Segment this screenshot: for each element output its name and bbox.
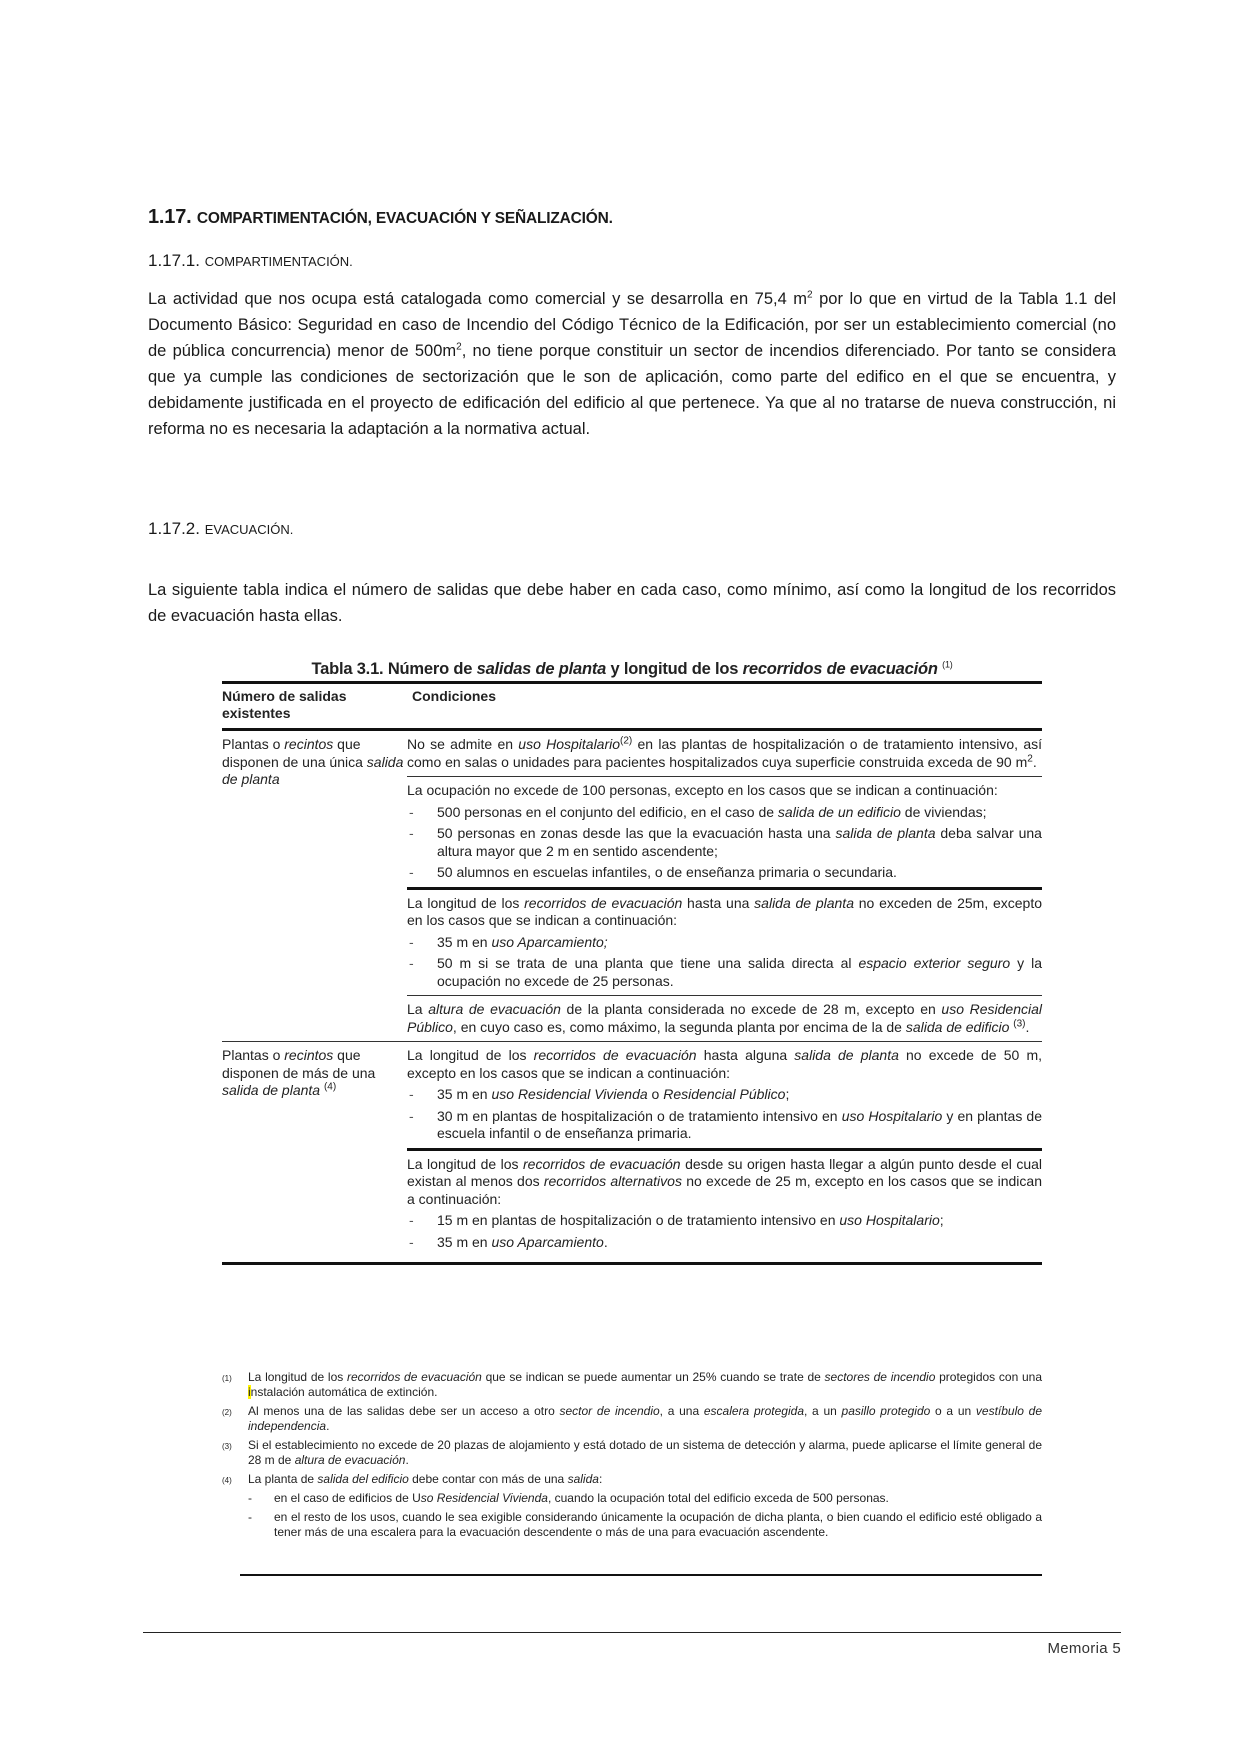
label-text: que disponen de más de una xyxy=(222,1047,376,1081)
section-heading xyxy=(148,206,613,229)
cond-text: recorridos de evacuación xyxy=(523,1155,681,1172)
label-text: Plantas o xyxy=(222,736,285,752)
bullet-text: uso Aparcamiento; xyxy=(491,933,608,950)
footnote-mark: (3) xyxy=(222,1442,232,1451)
subsection-number: 1.17.1. xyxy=(148,251,200,270)
cond-text: de la planta considerada no excede de 28 m, excepto en xyxy=(560,1001,942,1017)
note-text: : xyxy=(598,1472,603,1486)
table-row xyxy=(222,731,1042,1041)
note-text: sectores de incendio xyxy=(824,1370,936,1384)
note-text: pasillo protegido xyxy=(841,1404,931,1418)
note-text: . xyxy=(326,1419,330,1433)
cond-text: altura de evacuación xyxy=(428,1001,561,1017)
note-text: debe contar con más de una xyxy=(408,1472,568,1486)
cond-bullet: - 50 m si se trata de una planta que tiene una salida directa al espacio exterior seguro y la ocupación no excede de 25 personas. xyxy=(409,955,1042,989)
cond-bullet: - 50 personas en zonas desde las que la evacuación hasta una salida de planta deba salvar una altura mayor que 2 m en sentido ascendente; xyxy=(409,825,1042,859)
table-row xyxy=(222,1042,1042,1256)
note-text: , a un xyxy=(804,1404,842,1418)
note-text: , a una xyxy=(659,1404,704,1418)
cond-text: no exceden de 25m, excepto en los casos que se indican a continuación: xyxy=(407,894,1043,928)
note-text: , cuando la ocupación total del edificio exceda de 500 personas. xyxy=(547,1491,889,1505)
cond-text: . xyxy=(1025,1018,1030,1035)
highlighted-text: i xyxy=(248,1385,251,1399)
label-text: recintos xyxy=(284,736,334,752)
cond-text: uso Residencial Público xyxy=(407,1001,1042,1035)
cond-text: desde su origen hasta llegar a algún punto desde el cual existan al menos dos xyxy=(407,1155,1043,1189)
bullet-text: ; xyxy=(785,1086,790,1102)
cond-text: . xyxy=(1032,753,1037,770)
compartimentacion-paragraph xyxy=(148,286,1116,442)
condition xyxy=(407,995,1042,1041)
subsection-heading-compartimentacion xyxy=(148,251,353,271)
condition xyxy=(407,1148,1042,1257)
note-text: so Residencial Vivienda xyxy=(420,1491,548,1505)
paragraph-text: , no tiene porque constituir un sector de incendios diferenciado. Por tanto se considera que ya cumple las condiciones de sectorización que le son de aplicación, como parte del edifico en el que se encuentra, y debidamente justificada en el proyecto de edificación del edificio al que pertenece. Ya que al no tratarse de nueva construcción, ni reforma no es necesaria la adaptación a la normativa actual. xyxy=(148,342,1117,438)
superscript: 2 xyxy=(1027,752,1033,764)
label-text: Plantas o xyxy=(222,1047,285,1063)
bullet-text: 500 personas en el conjunto del edificio, en el caso de xyxy=(437,803,778,820)
note-text: salida del edificio xyxy=(317,1472,409,1486)
cond-text: La longitud de los xyxy=(407,894,525,911)
row-label xyxy=(222,1042,407,1256)
condition xyxy=(407,731,1042,776)
cond-text: La xyxy=(407,1001,429,1017)
title-text: recorridos de evacuación xyxy=(742,660,938,678)
header-col1: Número de salidas existentes xyxy=(222,688,347,721)
cond-intro xyxy=(407,1156,1042,1209)
footnote xyxy=(222,1370,1042,1400)
condition xyxy=(407,887,1042,996)
footnote xyxy=(222,1404,1042,1434)
title-text: y longitud de los xyxy=(606,660,743,678)
bullet-text: . xyxy=(603,1233,608,1250)
evacuacion-paragraph: La siguiente tabla indica el número de salidas que debe haber en cada caso, como mínimo, así como la longitud de los recorridos de evacuación hasta ellas. xyxy=(148,581,1116,625)
bullet-text: 35 m en xyxy=(437,1233,492,1250)
cond-bullet: - 30 m en plantas de hospitalización o de tratamiento intensivo en uso Hospitalario y en plantas de escuela infantil o de enseñanza primaria. xyxy=(409,1107,1042,1141)
bullet-text: uso Hospitalario xyxy=(841,1107,943,1124)
condition xyxy=(407,1042,1042,1148)
title-text: salidas de planta xyxy=(476,660,607,678)
footnote-ref: (4) xyxy=(323,1081,337,1093)
footnote-mark: (1) xyxy=(222,1374,232,1383)
footnote-mark: (2) xyxy=(222,1408,232,1417)
cond-text: no excede de 50 m, excepto en los casos que se indican a continuación: xyxy=(407,1047,1042,1081)
subsection-heading-evacuacion xyxy=(148,519,293,539)
note-text: salida xyxy=(567,1472,599,1486)
table-header-row xyxy=(222,684,1042,728)
cond-bullet: - 35 m en uso Residencial Vivienda o Residencial Público; xyxy=(409,1086,790,1102)
label-text: que disponen de una única xyxy=(222,736,367,770)
cond-text: recorridos alternativos xyxy=(543,1173,682,1189)
bullet-text: de viviendas; xyxy=(900,803,987,820)
note-text: sector de incendio xyxy=(559,1404,660,1418)
bullet-text: 50 personas en zonas desde las que la evacuación hasta una xyxy=(437,825,836,841)
bullet-text: 35 m en xyxy=(437,1086,492,1102)
table-title xyxy=(222,660,1042,681)
note-text: altura de evacuación xyxy=(294,1453,406,1467)
note-text: que se indican se puede aumentar un 25% cuando se trate de xyxy=(481,1370,825,1384)
superscript: 2 xyxy=(456,341,462,353)
cond-text: No se admite en xyxy=(407,736,519,752)
note-text: o a un xyxy=(930,1404,976,1418)
bullet-text: 50 m si se trata de una planta que tiene una salida directa al xyxy=(437,955,859,971)
table-bottom-rule xyxy=(222,1262,1042,1265)
cond-text: salida de edificio xyxy=(905,1018,1010,1035)
cond-text: La longitud de los xyxy=(407,1155,523,1172)
note-text: La longitud de los xyxy=(248,1370,347,1384)
cond-bullet: - 15 m en plantas de hospitalización o de tratamiento intensivo en uso Hospitalario; xyxy=(409,1212,944,1228)
evacuation-table xyxy=(222,660,1042,1265)
cond-text: en las plantas de hospitalización o de tratamiento intensivo, así como en salas o unidades para pacientes hospitalizados cuya superficie construida exceda de 90 m xyxy=(407,736,1042,770)
bullet-text: salida de un edificio xyxy=(777,803,901,820)
footnote-ref: (2) xyxy=(620,735,633,747)
bullet-text: uso Hospitalario xyxy=(839,1212,940,1228)
bullet-text: deba salvar una altura mayor que 2 m en sentido ascendente; xyxy=(437,825,1042,859)
note-text: en el caso de edificios de U xyxy=(274,1491,421,1505)
note-bullet: - en el caso de edificios de Uso Residencial Vivienda, cuando la ocupación total del edificio exceda de 500 personas. xyxy=(248,1491,889,1505)
note-text: recorridos de evacuación xyxy=(346,1370,482,1384)
bullet-text: o xyxy=(647,1086,664,1102)
cond-bullet: - 35 m en uso Aparcamiento. xyxy=(409,1233,608,1250)
note-text: protegidos con una xyxy=(935,1370,1042,1384)
cond-text: hasta alguna xyxy=(696,1047,795,1063)
section-number: 1.17. xyxy=(148,206,192,228)
bullet-text: y la ocupación no excede de 25 personas. xyxy=(437,955,1042,989)
condition xyxy=(407,776,1042,887)
page-footer: Memoria 5 xyxy=(1047,1640,1121,1657)
section-title: COMPARTIMENTACIÓN, EVACUACIÓN Y SEÑALIZACIÓN. xyxy=(196,210,613,227)
cond-intro xyxy=(407,1047,1042,1082)
bullet-text: y en plantas de escuela infantil o de enseñanza primaria. xyxy=(437,1107,1042,1141)
cond-text: recorridos de evacuación xyxy=(524,894,683,911)
superscript: 2 xyxy=(807,289,813,301)
bullet-text: uso Residencial Vivienda xyxy=(491,1086,648,1102)
label-text: recintos xyxy=(284,1047,334,1063)
bullet-text: 30 m en plantas de hospitalización o de tratamiento intensivo en xyxy=(437,1107,842,1124)
footer-rule xyxy=(143,1632,1121,1633)
note-text: Al menos una de las salidas debe ser un acceso a otro xyxy=(248,1404,560,1418)
subsection-number: 1.17.2. xyxy=(148,519,200,538)
footnotes-bottom-rule xyxy=(240,1574,1042,1576)
label-text: salida de planta xyxy=(222,1082,321,1098)
bullet-text: uso Aparcamiento xyxy=(491,1233,604,1250)
footnote-mark: (4) xyxy=(222,1476,232,1485)
paragraph-text: La actividad que nos ocupa está catalogada como comercial y se desarrolla en 75,4 m xyxy=(148,290,808,308)
cond-bullet: - 500 personas en el conjunto del edificio, en el caso de salida de un edificio de viviendas; xyxy=(409,803,987,820)
label-text: salida de planta xyxy=(222,753,404,787)
footnote-ref: (3) xyxy=(1013,1017,1026,1029)
note-bullet: - en el resto de los usos, cuando le sea exigible considerando únicamente la ocupación de dicha planta, o bien cuando el edificio esté obligado a tener más de una escalera para la evacuación descendente o más de una para evacuación ascendente. xyxy=(248,1510,1042,1539)
note-text: La planta de xyxy=(248,1472,318,1486)
cond-text: salida de planta xyxy=(794,1047,899,1063)
cond-text: recorridos de evacuación xyxy=(533,1047,697,1063)
footnote xyxy=(222,1438,1042,1468)
bullet-text: 50 alumnos en escuelas infantiles, o de enseñanza primaria o secundaria. xyxy=(437,864,897,880)
cond-intro xyxy=(407,895,1042,930)
note-text: en el resto de los usos, cuando le sea exigible considerando únicamente la ocupación de dicha planta, o bien cuando el edificio esté obligado a tener más de una escalera para la evacuación descendente o más de una para evacuación ascendente. xyxy=(274,1510,1042,1539)
bullet-text: ; xyxy=(939,1212,944,1228)
header-col2: Condiciones xyxy=(412,688,497,704)
note-text: escalera protegida xyxy=(703,1404,804,1418)
note-text: Si el establecimiento no excede de 20 plazas de alojamiento y está dotado de un sistema de detección y alarma, puede aplicarse el límite general de 28 m de xyxy=(248,1438,1042,1467)
bullet-text: 35 m en xyxy=(437,933,492,950)
cond-bullet: - 50 alumnos en escuelas infantiles, o de enseñanza primaria o secundaria. xyxy=(409,864,897,880)
subsection-title: EVACUACIÓN. xyxy=(204,522,294,537)
cond-text: uso Hospitalario xyxy=(518,736,621,752)
row-conditions xyxy=(407,1042,1042,1256)
cond-text: no excede de 25 m, excepto en los casos que se indican a continuación: xyxy=(407,1173,1042,1207)
cond-intro: La ocupación no excede de 100 personas, excepto en los casos que se indican a continuación: xyxy=(407,782,998,798)
cond-bullet: - 35 m en uso Aparcamiento; xyxy=(409,933,608,950)
bullet-text: espacio exterior seguro xyxy=(858,955,1011,971)
table-footnotes xyxy=(222,1370,1042,1544)
footnote xyxy=(222,1472,1042,1540)
paragraph-text: por lo que en virtud de la Tabla 1.1 del Documento Básico: Seguridad en caso de Incendio del Código Técnico de la Edificación, por ser un establecimiento comercial (no de pública concurrencia) menor de 500m xyxy=(148,290,1116,360)
cond-text: , en cuyo caso es, como máximo, la segunda planta por encima de la de xyxy=(452,1018,906,1035)
bullet-text: Residencial Público xyxy=(663,1086,786,1102)
cond-text: salida de planta xyxy=(754,894,854,911)
row-conditions xyxy=(407,731,1042,1041)
note-text: vestíbulo de independencia xyxy=(248,1404,1043,1433)
bullet-text: 15 m en plantas de hospitalización o de tratamiento intensivo en xyxy=(437,1212,840,1228)
cond-text: La longitud de los xyxy=(407,1047,534,1063)
subsection-title: COMPARTIMENTACIÓN. xyxy=(204,254,353,269)
footnote-ref: (1) xyxy=(942,659,953,670)
title-text: Tabla 3.1. Número de xyxy=(311,660,477,678)
note-text: . xyxy=(405,1453,409,1467)
cond-text: hasta una xyxy=(682,894,755,911)
bullet-text: salida de planta xyxy=(835,825,936,841)
note-text: nstalación automática de extinción. xyxy=(250,1385,438,1399)
row-label xyxy=(222,731,407,1041)
